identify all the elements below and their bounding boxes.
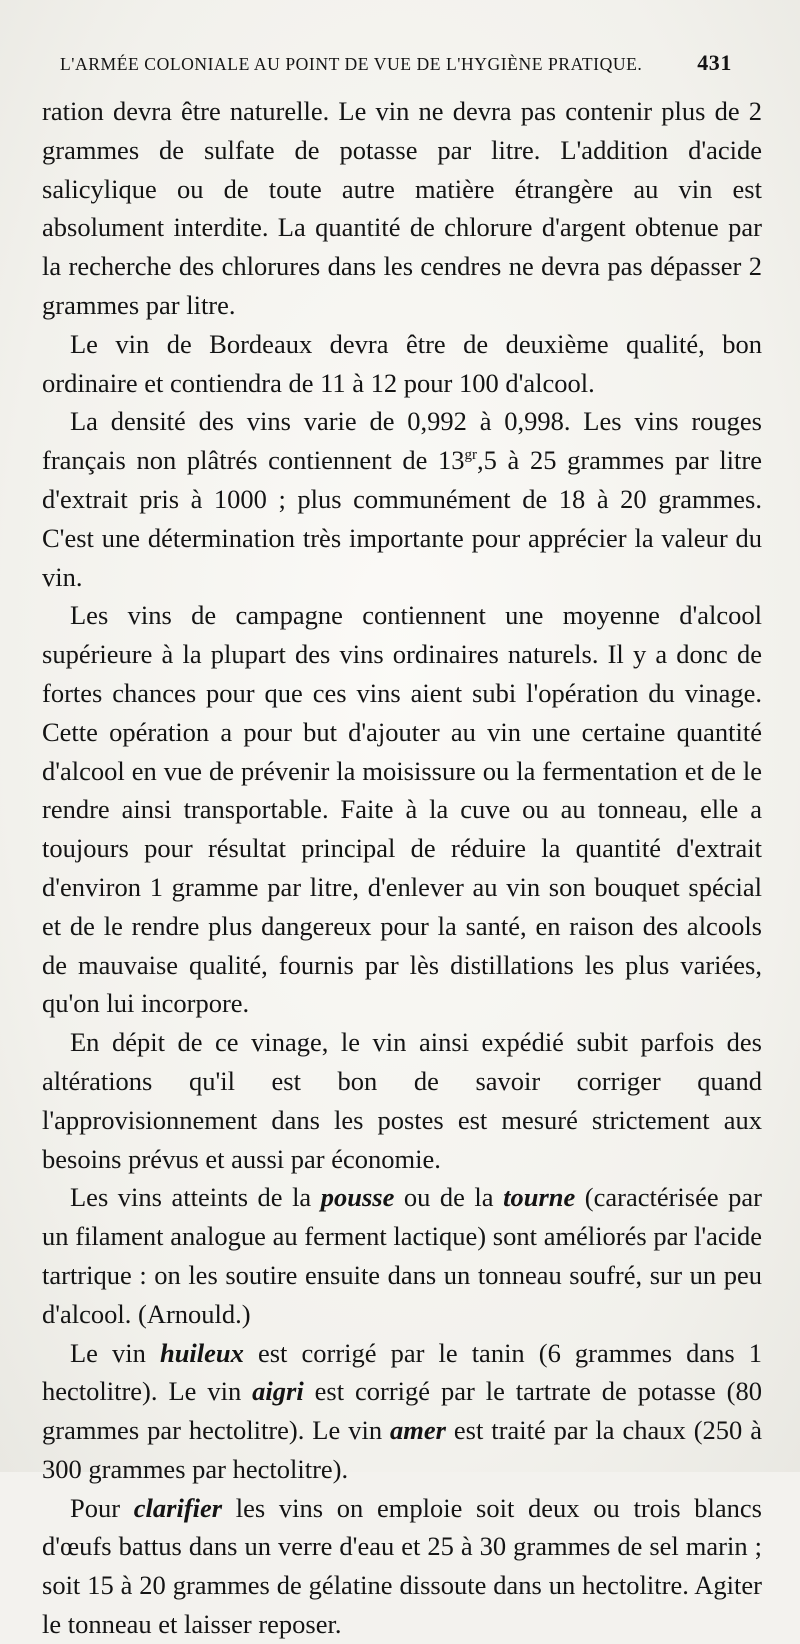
text-segment: ,5 à 25 grammes par litre d'extrait pris à 1000 ; plus communément de 18 à 20 grammes. C'est une détermination très importante pour apprécier la valeur du vin. [42, 445, 762, 592]
text-segment: Le vin [70, 1337, 160, 1368]
paragraph [42, 1489, 762, 1644]
text-segment: Pour [70, 1492, 134, 1523]
paragraph [42, 325, 762, 403]
paragraph [42, 402, 762, 596]
italic-term: pousse [320, 1182, 395, 1213]
text-segment: ou de la [394, 1182, 504, 1213]
text-segment: les vins on emploie soit deux ou trois blancs d'œufs battus dans un verre d'eau et 25 à 30 grammes de sel marin ; soit 15 à 20 grammes de gélatine dissoute dans un hectolitre. Agiter le tonneau et laisser reposer. [42, 1492, 762, 1640]
paragraph [42, 1334, 762, 1489]
unit-superscript: gr [464, 447, 478, 464]
paragraph [42, 596, 762, 1023]
paragraph [42, 1023, 762, 1178]
italic-term: tourne [503, 1182, 576, 1213]
text-segment: (caractérisée par un filament analogue au ferment lactique) sont améliorés par l'acide tartrique : on les soutire ensuite dans un tonneau soufré, sur un peu d'alcool. (Arnould.) [42, 1182, 762, 1329]
running-title: L'ARMÉE COLONIALE AU POINT DE VUE DE L'HYGIÈNE PRATIQUE. [60, 54, 643, 74]
text-segment: En dépit de ce vinage, le vin ainsi expédié subit parfois des altérations qu'il est bon de savoir corriger quand l'approvisionnement dans les postes est mesuré strictement aux besoins prévus et aussi par économie. [42, 1027, 762, 1174]
text-segment: est corrigé par le tanin (6 grammes dans 1 hectolitre). Le vin [42, 1337, 762, 1407]
text-segment: La densité des vins varie de 0,992 à 0,998. Les vins rouges français non plâtrés contiennent de 13 [42, 406, 762, 476]
text-segment: est corrigé par le tartrate de potasse (80 grammes par hectolitre). Le vin [42, 1376, 762, 1446]
italic-term: clarifier [133, 1492, 223, 1523]
italic-term: huileux [159, 1337, 244, 1368]
text-segment: est traité par la chaux (250 à 300 grammes par hectolitre). [42, 1415, 762, 1484]
page-header [60, 44, 740, 84]
italic-term: aigri [252, 1376, 304, 1407]
paragraph [42, 92, 762, 325]
italic-term: amer [390, 1415, 446, 1446]
body-text [42, 92, 762, 1644]
page-number: 431 [697, 50, 732, 75]
text-segment: Les vins de campagne contiennent une moyenne d'alcool supérieure à la plupart des vins ordinaires naturels. Il y a donc de fortes chances pour que ces vins aient subi l'opération du vinage. Cette opération a pour but d'ajouter au vin une certaine quantité d'alcool en vue de prévenir la moisissure ou la fermentation et de le rendre ainsi transportable. Faite à la cuve ou au tonneau, elle a toujours pour résultat principal de réduire la quantité d'extrait d'environ 1 gramme par litre, d'enlever au vin son bouquet spécial et de le rendre plus dangereux pour la santé, en raison des alcools de mauvaise qualité, fournis par lès distillations les plus variées, qu'on lui incorpore. [42, 600, 762, 1019]
text-segment: Les vins atteints de la [70, 1182, 321, 1213]
paragraph [42, 1178, 762, 1333]
text-segment: Le vin de Bordeaux devra être de deuxième qualité, bon ordinaire et contiendra de 11 à 12 pour 100 d'alcool. [42, 328, 762, 398]
text-segment: ration devra être naturelle. Le vin ne devra pas contenir plus de 2 grammes de sulfate de potasse par litre. L'addition d'acide salicylique ou de toute autre matière étrangère au vin est absolument interdite. La quantité de chlorure d'argent obtenue par la recherche des chlorures dans les cendres ne devra pas dépasser 2 grammes par litre. [42, 96, 762, 320]
